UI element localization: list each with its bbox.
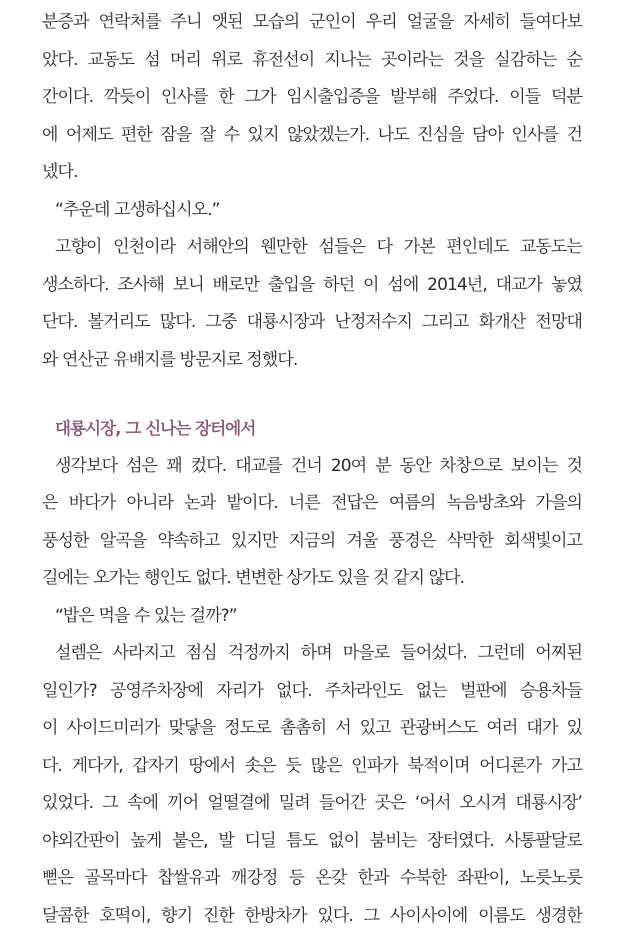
text-line: 생소하다. 조사해 보니 배로만 출입을 하던 이 섬에 2014년, 대교가 놓였 bbox=[42, 267, 582, 305]
text-line: 야외간판이 높게 붙은, 발 디딜 틈도 없이 붐비는 장터였다. 사통팔달로 bbox=[42, 823, 582, 861]
section-heading: 대룡시장, 그 신나는 장터에서 bbox=[42, 410, 582, 448]
text-line: 에 어제도 편한 잠을 잘 수 있지 않았겠는가. 나도 진심을 담아 인사를 건 bbox=[42, 117, 582, 155]
section-intro bbox=[42, 4, 582, 379]
text-line: 뻗은 골목마다 찹쌀유과 깨강정 등 온갖 한과 수북한 좌판이, 노릇노릇 bbox=[42, 860, 582, 898]
dialogue-quote: “추운데 고생하십시오.” bbox=[42, 192, 582, 230]
text-line: 풍성한 알곡을 약속하고 있지만 지금의 겨울 풍경은 삭막한 회색빛이고 bbox=[42, 523, 582, 561]
text-line: 생각보다 섬은 꽤 컸다. 대교를 건너 20여 분 동안 차창으로 보이는 것 bbox=[42, 448, 582, 486]
text-line: 와 연산군 유배지를 방문지로 정했다. bbox=[42, 342, 582, 380]
text-line: 은 바다가 아니라 논과 밭이다. 너른 전답은 여름의 녹음방초와 가을의 bbox=[42, 485, 582, 523]
text-line: 달콤한 호떡이, 향기 진한 한방차가 있다. 그 사이사이에 이름도 생경한 bbox=[42, 898, 582, 935]
text-line: 일인가? 공영주차장에 자리가 없다. 주차라인도 없는 벌판에 승용차들 bbox=[42, 673, 582, 711]
text-line: 넸다. bbox=[42, 154, 582, 192]
text-line: 길에는 오가는 행인도 없다. 변변한 상가도 있을 것 같지 않다. bbox=[42, 560, 582, 598]
section-gap bbox=[42, 379, 582, 410]
text-line: 설렘은 사라지고 점심 걱정까지 하며 마을로 들어섰다. 그런데 어찌된 bbox=[42, 635, 582, 673]
text-line: 고향이 인천이라 서해안의 웬만한 섬들은 다 가본 편인데도 교동도는 bbox=[42, 229, 582, 267]
text-line: 있었다. 그 속에 끼어 얼떨결에 밀려 들어간 곳은 ‘어서 오시겨 대룡시장’ bbox=[42, 785, 582, 823]
text-line: 단다. 볼거리도 많다. 그중 대룡시장과 난정저수지 그리고 화개산 전망대 bbox=[42, 304, 582, 342]
text-line: 간이다. 깍듯이 인사를 한 그가 임시출입증을 발부해 주었다. 이들 덕분 bbox=[42, 79, 582, 117]
section-market bbox=[42, 410, 582, 935]
text-line: 았다. 교동도 섬 머리 위로 휴전선이 지나는 곳이라는 것을 실감하는 순 bbox=[42, 42, 582, 80]
text-line: 분증과 연락처를 주니 앳된 모습의 군인이 우리 얼굴을 자세히 들여다보 bbox=[42, 4, 582, 42]
document-page bbox=[42, 4, 582, 935]
text-line: 이 사이드미러가 맞닿을 정도로 촘촘히 서 있고 관광버스도 여러 대가 있 bbox=[42, 710, 582, 748]
text-line: 다. 게다가, 갑자기 땅에서 솟은 듯 많은 인파가 북적이며 어디론가 가고 bbox=[42, 748, 582, 786]
dialogue-quote: “밥은 먹을 수 있는 걸까?” bbox=[42, 598, 582, 636]
